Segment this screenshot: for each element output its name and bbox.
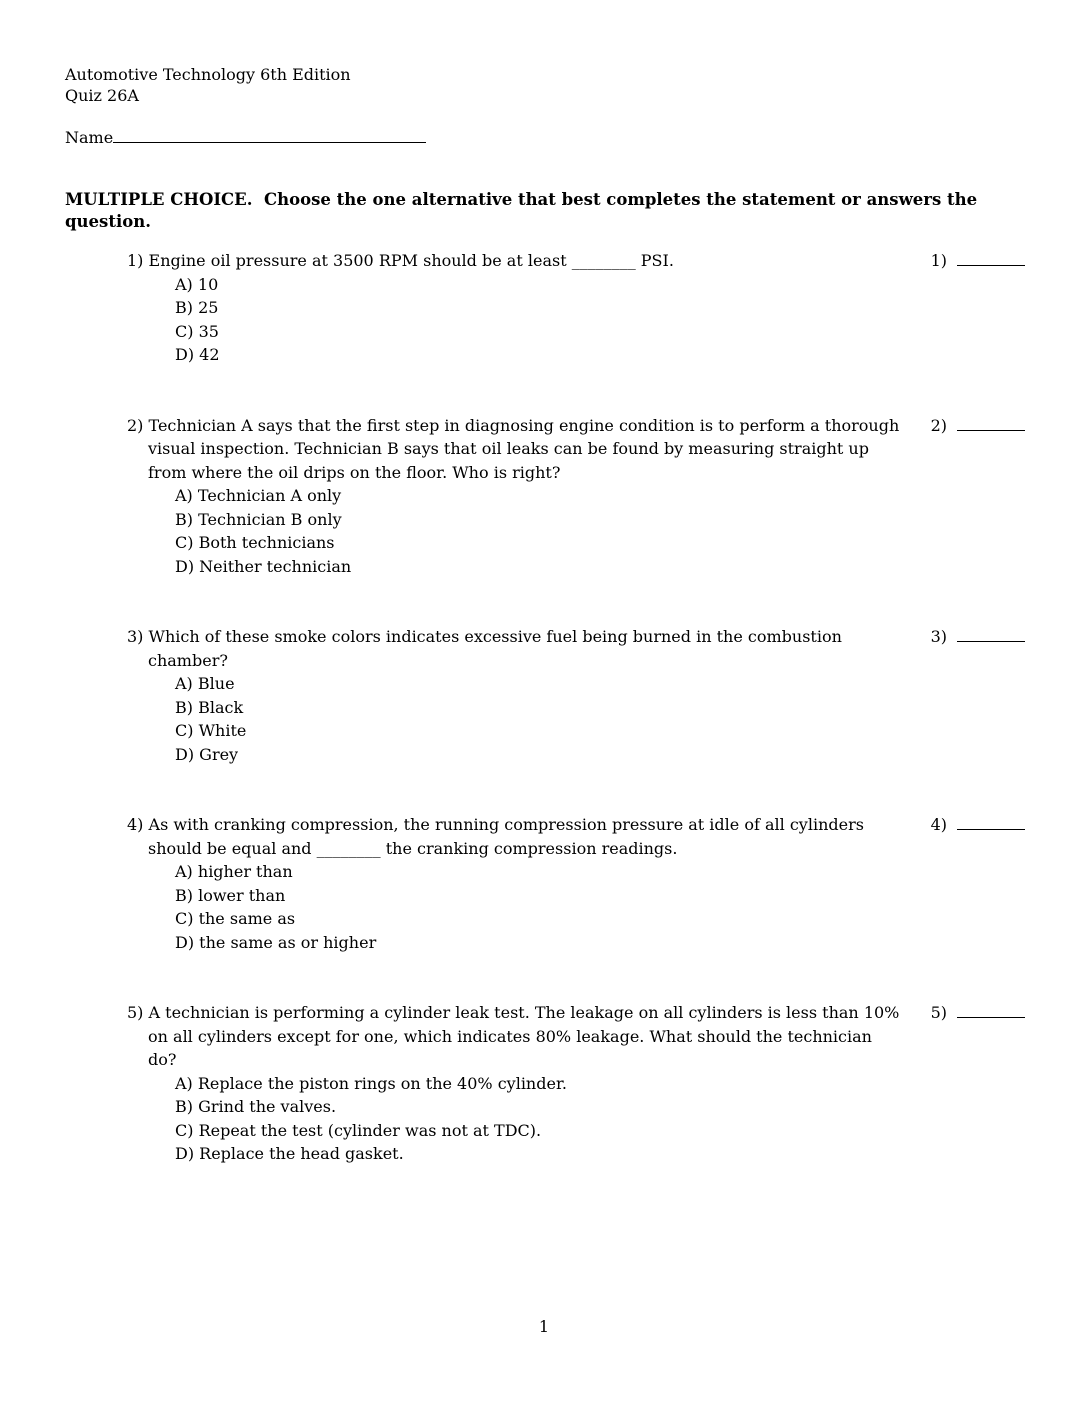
- question-3: [0, 625, 1088, 766]
- answer-1-line: [957, 252, 1025, 266]
- question-5-answer-blank: [931, 1001, 1025, 1025]
- question-3-choices: [175, 672, 905, 766]
- name-label: Name: [65, 128, 114, 147]
- answer-3-number: 3): [930, 627, 947, 646]
- question-2-answer-blank: [931, 414, 1025, 438]
- choice-4a: A) higher than: [175, 862, 293, 881]
- answer-5-line: [957, 1004, 1025, 1018]
- question-1: [0, 249, 1088, 367]
- question-2-text: [127, 414, 905, 485]
- question-5-body: A technician is performing a cylinder leak test. The leakage on all cylinders is less than 10% on all cylinders except for one, which indicates 80% leakage. What should the technician do?: [148, 1003, 900, 1069]
- choice-2c: C) Both technicians: [175, 533, 335, 552]
- question-3-answer-blank: [931, 625, 1025, 649]
- name-blank-line: [113, 128, 426, 143]
- choice-1c: C) 35: [175, 321, 219, 341]
- question-2: [0, 414, 1088, 579]
- choice-4c: C) the same as: [175, 909, 296, 928]
- choice-5d: D) Replace the head gasket.: [175, 1144, 404, 1163]
- answer-5-number: 5): [930, 1003, 947, 1022]
- choice-1d: D) 42: [175, 345, 220, 364]
- answer-4-number: 4): [930, 815, 947, 834]
- question-4-main: [127, 813, 905, 954]
- choice-2b: B) Technician B only: [175, 509, 342, 529]
- question-3-text: [127, 625, 905, 672]
- question-2-main: [127, 414, 905, 579]
- question-2-body: Technician A says that the first step in diagnosing engine condition is to perform a thorough visual inspection. Technician B says that oil leaks can be found by measuring straight up from where the oil drips on the floor. Who is right?: [148, 415, 900, 482]
- answer-2-number: 2): [930, 415, 947, 435]
- book-title: Automotive Technology 6th Edition: [65, 65, 351, 84]
- choice-4b: B) lower than: [175, 885, 286, 905]
- questions-list: [0, 249, 1088, 1166]
- instructions: MULTIPLE CHOICE. Choose the one alternative that best completes the statement or answers the question.: [65, 190, 983, 231]
- choice-2d: D) Neither technician: [175, 556, 352, 576]
- question-3-main: [127, 625, 905, 766]
- name-row: [0, 128, 1088, 147]
- answer-4-line: [957, 816, 1025, 830]
- question-5-choices: [175, 1072, 905, 1166]
- question-1-text: [127, 249, 905, 273]
- question-4-number: 4): [127, 815, 144, 834]
- question-5-text: [127, 1001, 905, 1072]
- question-1-main: [127, 249, 905, 367]
- choice-2a: A) Technician A only: [175, 486, 342, 505]
- question-2-number: 2): [127, 415, 144, 435]
- choice-3d: D) Grey: [175, 744, 239, 764]
- question-3-body: Which of these smoke colors indicates excessive fuel being burned in the combustion chamber?: [148, 627, 842, 670]
- answer-3-line: [957, 628, 1025, 642]
- choice-5a: A) Replace the piston rings on the 40% cylinder.: [175, 1073, 567, 1093]
- choice-3a: A) Blue: [175, 674, 235, 693]
- question-5: [0, 1001, 1088, 1166]
- choice-4d: D) the same as or higher: [175, 932, 377, 952]
- choice-1b: B) 25: [175, 298, 219, 317]
- page-number: 1: [538, 1317, 550, 1336]
- question-1-number: 1): [127, 251, 144, 270]
- answer-2-line: [957, 417, 1025, 431]
- choice-5c: C) Repeat the test (cylinder was not at TDC).: [175, 1120, 542, 1140]
- question-5-main: [127, 1001, 905, 1166]
- answer-1-number: 1): [930, 251, 947, 270]
- document-header: [0, 0, 1088, 106]
- question-1-choices: [175, 273, 905, 367]
- choice-3b: B) Black: [175, 697, 244, 717]
- choice-1a: A) 10: [175, 274, 219, 294]
- question-4: [0, 813, 1088, 954]
- question-3-number: 3): [127, 627, 144, 646]
- question-4-text: [127, 813, 905, 860]
- question-1-answer-blank: [931, 249, 1025, 273]
- choice-5b: B) Grind the valves.: [175, 1097, 337, 1116]
- question-1-body: Engine oil pressure at 3500 RPM should be at least ________ PSI.: [148, 251, 674, 270]
- question-5-number: 5): [127, 1003, 144, 1022]
- choice-3c: C) White: [175, 721, 247, 740]
- question-2-choices: [175, 484, 905, 578]
- question-4-choices: [175, 860, 905, 954]
- question-4-body: As with cranking compression, the running compression pressure at idle of all cylinders should be equal and ________ the cranking compression readings.: [148, 815, 864, 858]
- quiz-title: Quiz 26A: [65, 86, 139, 105]
- question-4-answer-blank: [931, 813, 1025, 837]
